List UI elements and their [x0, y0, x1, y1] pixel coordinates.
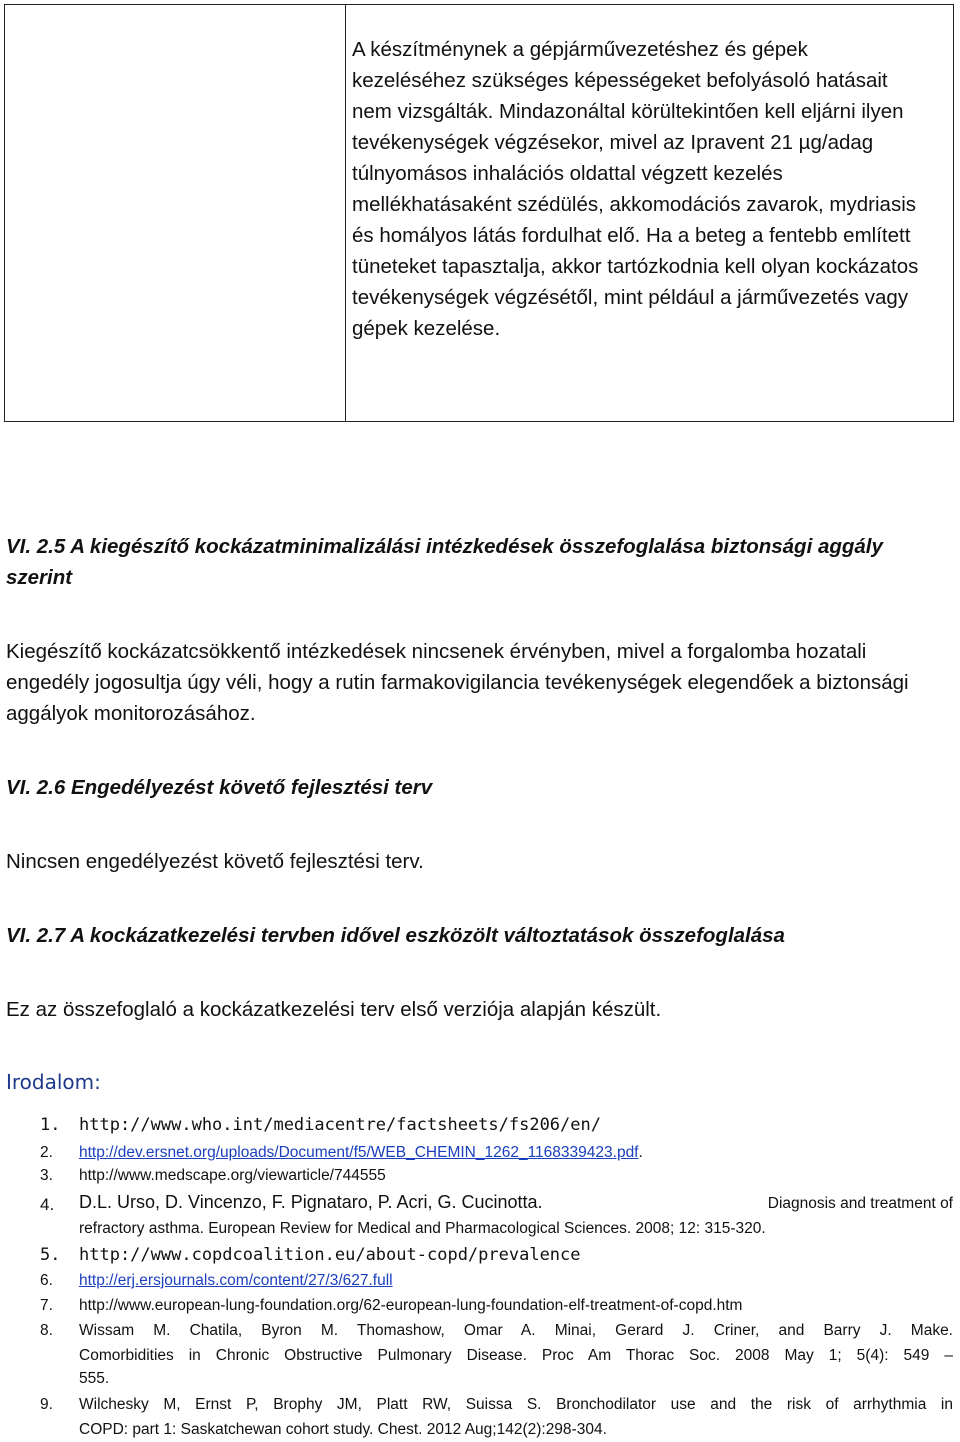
reference-title-start: Diagnosis and treatment of — [767, 1195, 953, 1212]
reference-link[interactable]: http://www.who.int/mediacentre/factsheets/fs206/en/ — [79, 1115, 601, 1135]
section-body-2-6: Nincsen engedélyezést követő fejlesztési terv. — [6, 850, 424, 873]
reference-authors: D.L. Urso, D. Vincenzo, F. Pignataro, P. Acri, G. Cucinotta. — [79, 1192, 543, 1212]
section-heading-2-7: VI. 2.7 A kockázatkezelési tervben idővel eszközölt változtatások összefoglalása — [6, 924, 785, 947]
reference-text-line: Wilchesky M, Ernst P, Brophy JM, Platt RW, Suissa S. Bronchodilator use and the risk of arrhythmia in — [79, 1396, 953, 1413]
reference-link[interactable]: http://www.european-lung-foundation.org/62-european-lung-foundation-elf-treatment-of-copd.htm — [79, 1297, 743, 1314]
reference-number: 7. — [40, 1297, 53, 1314]
reference-link[interactable]: http://www.copdcoalition.eu/about-copd/prevalence — [79, 1245, 581, 1265]
reference-number: 3. — [40, 1167, 53, 1184]
reference-number: 2. — [40, 1144, 53, 1161]
section-heading-2-5: VI. 2.5 A kiegészítő kockázatminimalizálási intézkedések összefoglalása biztonsági aggály szerint — [6, 535, 883, 589]
reference-text-line: Comorbidities in Chronic Obstructive Pulmonary Disease. Proc Am Thorac Soc. 2008 May 1; 5(4): 549 – — [79, 1347, 953, 1364]
table-cell-paragraph: A készítménynek a gépjárművezetéshez és gépek kezeléséhez szükséges képességeket befolyásoló hatásait nem vizsgálták. Mindazonáltal körültekintően kell eljárni ilyen tevékenységek végzésekor, mivel az Ipravent 21 µg/adag túlnyomásos inhalációs oldattal végzett kezelés mellékhatásaként szédülés, akkomodációs zavarok, mydriasis és homályos látás fordulhat elő. Ha a beteg a fentebb említett tüneteket tapasztalja, akkor tartózkodnia kell olyan kockázatos tevékenységek végzésétől, mint például a járművezetés vagy gépek kezelése. — [352, 38, 919, 340]
reference-link[interactable]: http://dev.ersnet.org/uploads/Document/f5/WEB_CHEMIN_1262_1168339423.pdf — [79, 1144, 639, 1161]
reference-text-line: Wissam M. Chatila, Byron M. Thomashow, Omar A. Minai, Gerard J. Criner, and Barry J. Make. — [79, 1322, 953, 1339]
reference-number: 5. — [40, 1245, 61, 1265]
reference-link[interactable]: http://erj.ersjournals.com/content/27/3/627.full — [79, 1272, 393, 1289]
table-divider — [345, 5, 346, 421]
section-heading-2-6: VI. 2.6 Engedélyezést követő fejlesztési terv — [6, 776, 433, 799]
reference-link[interactable]: http://www.medscape.org/viewarticle/744555 — [79, 1167, 386, 1184]
reference-number: 8. — [40, 1322, 53, 1339]
reference-text-line: 555. — [79, 1370, 110, 1387]
section-body-2-7: Ez az összefoglaló a kockázatkezelési terv első verziója alapján készült. — [6, 998, 662, 1021]
reference-number: 1. — [40, 1115, 61, 1135]
references-title: Irodalom: — [6, 1070, 101, 1094]
reference-text: refractory asthma. European Review for Medical and Pharmacological Sciences. 2008; 12: 315-320. — [79, 1220, 766, 1237]
section-body-2-5: Kiegészítő kockázatcsökkentő intézkedések nincsenek érvényben, mivel a forgalomba hozatali engedély jogosultja úgy véli, hogy a rutin farmakovigilancia tevékenységek elegendőek a biztonsági aggályok monitorozásához. — [6, 640, 909, 725]
reference-number: 6. — [40, 1272, 53, 1289]
table-cell-text — [352, 34, 922, 344]
reference-suffix: . — [638, 1144, 643, 1161]
reference-number: 4. — [40, 1195, 55, 1214]
reference-number: 9. — [40, 1396, 53, 1413]
reference-text-line: COPD: part 1: Saskatchewan cohort study. Chest. 2012 Aug;142(2):298-304. — [79, 1421, 607, 1438]
